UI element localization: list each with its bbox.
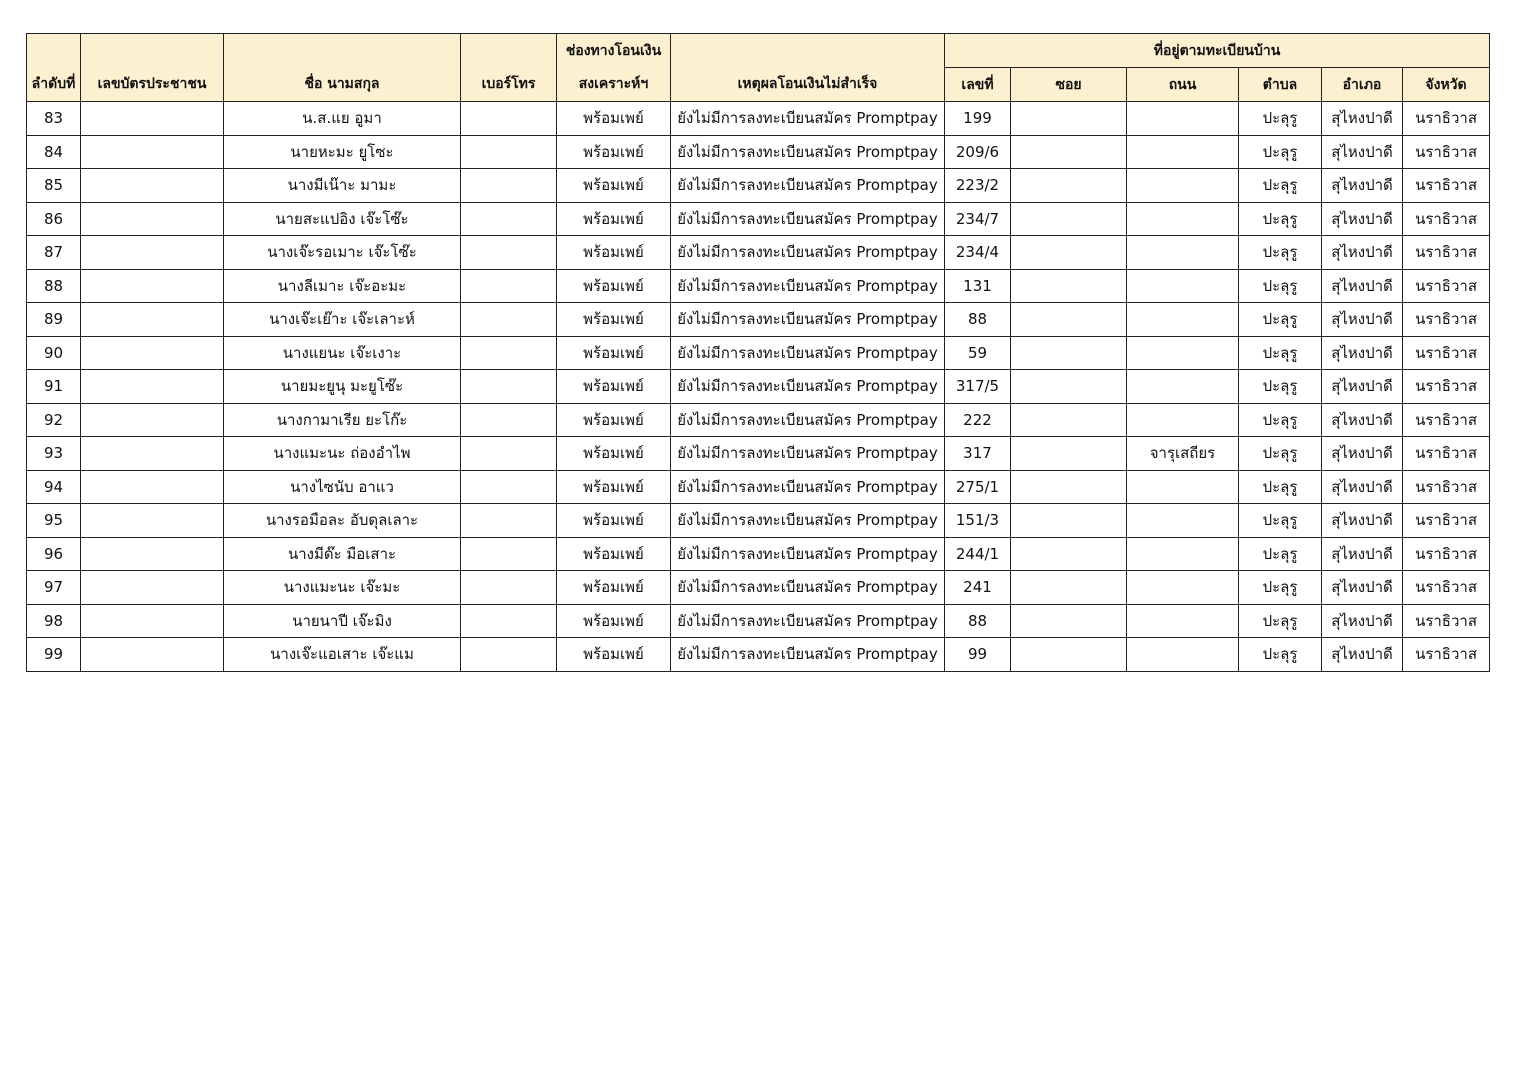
cell-name: นางมีด๊ะ มือเสาะ xyxy=(224,537,461,571)
cell-soi xyxy=(1011,403,1127,437)
cell-seq: 84 xyxy=(27,135,81,169)
cell-district: สุไหงปาดี xyxy=(1322,370,1403,404)
cell-subdistrict: ปะลุรู xyxy=(1239,537,1322,571)
header-channel-line2: สงเคราะห์ฯ xyxy=(578,75,649,92)
cell-channel: พร้อมเพย์ xyxy=(557,638,671,672)
table-row xyxy=(27,102,1490,136)
cell-soi xyxy=(1011,202,1127,236)
table-row xyxy=(27,638,1490,672)
cell-road xyxy=(1127,303,1239,337)
header-channel xyxy=(557,34,671,102)
cell-district: สุไหงปาดี xyxy=(1322,604,1403,638)
cell-reason: ยังไม่มีการลงทะเบียนสมัคร Promptpay xyxy=(671,403,945,437)
cell-phone xyxy=(461,303,557,337)
cell-district: สุไหงปาดี xyxy=(1322,470,1403,504)
cell-citizen-id xyxy=(81,336,224,370)
cell-name: น.ส.แย อูมา xyxy=(224,102,461,136)
cell-reason: ยังไม่มีการลงทะเบียนสมัคร Promptpay xyxy=(671,236,945,270)
cell-soi xyxy=(1011,102,1127,136)
cell-seq: 98 xyxy=(27,604,81,638)
cell-subdistrict: ปะลุรู xyxy=(1239,336,1322,370)
cell-subdistrict: ปะลุรู xyxy=(1239,638,1322,672)
cell-road xyxy=(1127,537,1239,571)
cell-name: นางเจ๊ะเย๊าะ เจ๊ะเลาะห์ xyxy=(224,303,461,337)
cell-name: นายนาปี เจ๊ะมิง xyxy=(224,604,461,638)
cell-soi xyxy=(1011,336,1127,370)
cell-channel: พร้อมเพย์ xyxy=(557,437,671,471)
cell-district: สุไหงปาดี xyxy=(1322,169,1403,203)
cell-phone xyxy=(461,102,557,136)
cell-reason: ยังไม่มีการลงทะเบียนสมัคร Promptpay xyxy=(671,269,945,303)
cell-soi xyxy=(1011,437,1127,471)
cell-channel: พร้อมเพย์ xyxy=(557,470,671,504)
cell-province: นราธิวาส xyxy=(1403,169,1490,203)
cell-name: นายมะยูนุ มะยูโซ๊ะ xyxy=(224,370,461,404)
header-road: ถนน xyxy=(1127,68,1239,102)
header-province: จังหวัด xyxy=(1403,68,1490,102)
cell-phone xyxy=(461,470,557,504)
cell-house-no: 88 xyxy=(945,303,1011,337)
cell-name: นางลีเมาะ เจ๊ะอะมะ xyxy=(224,269,461,303)
cell-reason: ยังไม่มีการลงทะเบียนสมัคร Promptpay xyxy=(671,169,945,203)
cell-subdistrict: ปะลุรู xyxy=(1239,437,1322,471)
cell-subdistrict: ปะลุรู xyxy=(1239,169,1322,203)
cell-subdistrict: ปะลุรู xyxy=(1239,504,1322,538)
cell-citizen-id xyxy=(81,437,224,471)
cell-house-no: 131 xyxy=(945,269,1011,303)
cell-subdistrict: ปะลุรู xyxy=(1239,269,1322,303)
cell-subdistrict: ปะลุรู xyxy=(1239,102,1322,136)
cell-province: นราธิวาส xyxy=(1403,638,1490,672)
cell-district: สุไหงปาดี xyxy=(1322,571,1403,605)
cell-reason: ยังไม่มีการลงทะเบียนสมัคร Promptpay xyxy=(671,202,945,236)
cell-road xyxy=(1127,604,1239,638)
cell-soi xyxy=(1011,370,1127,404)
table-row xyxy=(27,571,1490,605)
header-name-label: ชื่อ นามสกุล xyxy=(304,75,380,92)
header-district: อำเภอ xyxy=(1322,68,1403,102)
cell-district: สุไหงปาดี xyxy=(1322,336,1403,370)
header-row-top xyxy=(27,34,1490,68)
table-row xyxy=(27,169,1490,203)
cell-house-no: 59 xyxy=(945,336,1011,370)
cell-name: นางแยนะ เจ๊ะเงาะ xyxy=(224,336,461,370)
cell-name: นายหะมะ ยูโซะ xyxy=(224,135,461,169)
cell-house-no: 222 xyxy=(945,403,1011,437)
table-row xyxy=(27,135,1490,169)
cell-channel: พร้อมเพย์ xyxy=(557,604,671,638)
cell-road xyxy=(1127,370,1239,404)
cell-province: นราธิวาส xyxy=(1403,537,1490,571)
cell-seq: 92 xyxy=(27,403,81,437)
cell-seq: 99 xyxy=(27,638,81,672)
cell-province: นราธิวาส xyxy=(1403,437,1490,471)
cell-channel: พร้อมเพย์ xyxy=(557,336,671,370)
cell-district: สุไหงปาดี xyxy=(1322,269,1403,303)
cell-citizen-id xyxy=(81,504,224,538)
cell-house-no: 234/7 xyxy=(945,202,1011,236)
cell-district: สุไหงปาดี xyxy=(1322,537,1403,571)
cell-district: สุไหงปาดี xyxy=(1322,135,1403,169)
cell-subdistrict: ปะลุรู xyxy=(1239,571,1322,605)
cell-channel: พร้อมเพย์ xyxy=(557,571,671,605)
cell-phone xyxy=(461,638,557,672)
cell-province: นราธิวาส xyxy=(1403,102,1490,136)
cell-province: นราธิวาส xyxy=(1403,336,1490,370)
cell-soi xyxy=(1011,638,1127,672)
cell-seq: 97 xyxy=(27,571,81,605)
cell-subdistrict: ปะลุรู xyxy=(1239,303,1322,337)
cell-seq: 87 xyxy=(27,236,81,270)
table-row xyxy=(27,504,1490,538)
cell-road xyxy=(1127,135,1239,169)
cell-citizen-id xyxy=(81,403,224,437)
cell-house-no: 88 xyxy=(945,604,1011,638)
cell-phone xyxy=(461,269,557,303)
cell-province: นราธิวาส xyxy=(1403,504,1490,538)
cell-reason: ยังไม่มีการลงทะเบียนสมัคร Promptpay xyxy=(671,504,945,538)
cell-house-no: 317/5 xyxy=(945,370,1011,404)
cell-house-no: 317 xyxy=(945,437,1011,471)
cell-seq: 86 xyxy=(27,202,81,236)
cell-house-no: 199 xyxy=(945,102,1011,136)
cell-reason: ยังไม่มีการลงทะเบียนสมัคร Promptpay xyxy=(671,336,945,370)
cell-province: นราธิวาส xyxy=(1403,135,1490,169)
cell-district: สุไหงปาดี xyxy=(1322,303,1403,337)
cell-district: สุไหงปาดี xyxy=(1322,437,1403,471)
cell-name: นางเจ๊ะแอเสาะ เจ๊ะแม xyxy=(224,638,461,672)
cell-road xyxy=(1127,504,1239,538)
header-house-no: เลขที่ xyxy=(945,68,1011,102)
cell-channel: พร้อมเพย์ xyxy=(557,537,671,571)
cell-subdistrict: ปะลุรู xyxy=(1239,202,1322,236)
cell-district: สุไหงปาดี xyxy=(1322,202,1403,236)
cell-seq: 85 xyxy=(27,169,81,203)
cell-citizen-id xyxy=(81,202,224,236)
cell-citizen-id xyxy=(81,169,224,203)
cell-name: นางกามาเรีย ยะโก๊ะ xyxy=(224,403,461,437)
cell-reason: ยังไม่มีการลงทะเบียนสมัคร Promptpay xyxy=(671,437,945,471)
cell-seq: 83 xyxy=(27,102,81,136)
table-row xyxy=(27,202,1490,236)
cell-phone xyxy=(461,336,557,370)
cell-citizen-id xyxy=(81,571,224,605)
cell-name: นางไซนับ อาแว xyxy=(224,470,461,504)
cell-seq: 94 xyxy=(27,470,81,504)
cell-soi xyxy=(1011,571,1127,605)
cell-house-no: 244/1 xyxy=(945,537,1011,571)
cell-phone xyxy=(461,604,557,638)
cell-road xyxy=(1127,102,1239,136)
cell-district: สุไหงปาดี xyxy=(1322,403,1403,437)
table-header xyxy=(27,34,1490,102)
table-body xyxy=(27,102,1490,672)
cell-channel: พร้อมเพย์ xyxy=(557,303,671,337)
header-soi: ซอย xyxy=(1011,68,1127,102)
header-reason xyxy=(671,34,945,102)
cell-soi xyxy=(1011,269,1127,303)
cell-district: สุไหงปาดี xyxy=(1322,102,1403,136)
header-seq-label: ลำดับที่ xyxy=(31,75,76,92)
cell-district: สุไหงปาดี xyxy=(1322,504,1403,538)
cell-phone xyxy=(461,537,557,571)
cell-channel: พร้อมเพย์ xyxy=(557,102,671,136)
cell-province: นราธิวาส xyxy=(1403,470,1490,504)
header-channel-line1: ช่องทางโอนเงิน xyxy=(565,42,662,59)
cell-channel: พร้อมเพย์ xyxy=(557,202,671,236)
cell-seq: 91 xyxy=(27,370,81,404)
cell-phone xyxy=(461,202,557,236)
cell-road xyxy=(1127,470,1239,504)
cell-soi xyxy=(1011,537,1127,571)
cell-province: นราธิวาส xyxy=(1403,403,1490,437)
cell-house-no: 99 xyxy=(945,638,1011,672)
cell-subdistrict: ปะลุรู xyxy=(1239,470,1322,504)
cell-phone xyxy=(461,403,557,437)
cell-citizen-id xyxy=(81,269,224,303)
cell-road xyxy=(1127,236,1239,270)
cell-reason: ยังไม่มีการลงทะเบียนสมัคร Promptpay xyxy=(671,604,945,638)
cell-province: นราธิวาส xyxy=(1403,571,1490,605)
cell-province: นราธิวาส xyxy=(1403,604,1490,638)
cell-province: นราธิวาส xyxy=(1403,370,1490,404)
cell-channel: พร้อมเพย์ xyxy=(557,504,671,538)
cell-phone xyxy=(461,504,557,538)
cell-soi xyxy=(1011,135,1127,169)
cell-seq: 89 xyxy=(27,303,81,337)
cell-phone xyxy=(461,437,557,471)
cell-soi xyxy=(1011,169,1127,203)
cell-name: นายสะแปอิง เจ๊ะโซ๊ะ xyxy=(224,202,461,236)
cell-reason: ยังไม่มีการลงทะเบียนสมัคร Promptpay xyxy=(671,102,945,136)
cell-reason: ยังไม่มีการลงทะเบียนสมัคร Promptpay xyxy=(671,638,945,672)
cell-reason: ยังไม่มีการลงทะเบียนสมัคร Promptpay xyxy=(671,470,945,504)
cell-seq: 96 xyxy=(27,537,81,571)
cell-citizen-id xyxy=(81,604,224,638)
failed-transfer-table xyxy=(26,33,1490,672)
cell-road: จารุเสถียร xyxy=(1127,437,1239,471)
cell-house-no: 234/4 xyxy=(945,236,1011,270)
document-sheet xyxy=(26,33,1489,672)
cell-reason: ยังไม่มีการลงทะเบียนสมัคร Promptpay xyxy=(671,370,945,404)
cell-road xyxy=(1127,638,1239,672)
cell-name: นางแมะนะ ถ่องอำไพ xyxy=(224,437,461,471)
cell-seq: 90 xyxy=(27,336,81,370)
cell-road xyxy=(1127,169,1239,203)
cell-seq: 93 xyxy=(27,437,81,471)
cell-soi xyxy=(1011,604,1127,638)
header-citizen-id xyxy=(81,34,224,102)
cell-reason: ยังไม่มีการลงทะเบียนสมัคร Promptpay xyxy=(671,135,945,169)
cell-road xyxy=(1127,269,1239,303)
cell-house-no: 151/3 xyxy=(945,504,1011,538)
cell-soi xyxy=(1011,236,1127,270)
cell-channel: พร้อมเพย์ xyxy=(557,169,671,203)
cell-phone xyxy=(461,236,557,270)
cell-seq: 88 xyxy=(27,269,81,303)
table-row xyxy=(27,303,1490,337)
table-row xyxy=(27,336,1490,370)
cell-phone xyxy=(461,571,557,605)
cell-province: นราธิวาส xyxy=(1403,269,1490,303)
cell-subdistrict: ปะลุรู xyxy=(1239,236,1322,270)
header-phone xyxy=(461,34,557,102)
cell-subdistrict: ปะลุรู xyxy=(1239,135,1322,169)
header-phone-label: เบอร์โทร xyxy=(481,75,536,92)
cell-road xyxy=(1127,571,1239,605)
cell-road xyxy=(1127,403,1239,437)
cell-house-no: 209/6 xyxy=(945,135,1011,169)
table-row xyxy=(27,537,1490,571)
cell-district: สุไหงปาดี xyxy=(1322,236,1403,270)
cell-name: นางรอมือละ อับดุลเลาะ xyxy=(224,504,461,538)
cell-soi xyxy=(1011,504,1127,538)
cell-province: นราธิวาส xyxy=(1403,303,1490,337)
cell-road xyxy=(1127,336,1239,370)
cell-reason: ยังไม่มีการลงทะเบียนสมัคร Promptpay xyxy=(671,571,945,605)
cell-name: นางแมะนะ เจ๊ะมะ xyxy=(224,571,461,605)
cell-citizen-id xyxy=(81,638,224,672)
header-subdistrict: ตำบล xyxy=(1239,68,1322,102)
cell-citizen-id xyxy=(81,470,224,504)
cell-citizen-id xyxy=(81,135,224,169)
cell-road xyxy=(1127,202,1239,236)
table-row xyxy=(27,470,1490,504)
cell-district: สุไหงปาดี xyxy=(1322,638,1403,672)
cell-citizen-id xyxy=(81,303,224,337)
cell-citizen-id xyxy=(81,537,224,571)
header-citizen-id-label: เลขบัตรประชาชน xyxy=(97,75,207,92)
cell-channel: พร้อมเพย์ xyxy=(557,236,671,270)
cell-subdistrict: ปะลุรู xyxy=(1239,370,1322,404)
table-row xyxy=(27,403,1490,437)
cell-citizen-id xyxy=(81,102,224,136)
cell-name: นางเจ๊ะรอเมาะ เจ๊ะโซ๊ะ xyxy=(224,236,461,270)
cell-citizen-id xyxy=(81,236,224,270)
cell-subdistrict: ปะลุรู xyxy=(1239,604,1322,638)
cell-channel: พร้อมเพย์ xyxy=(557,403,671,437)
cell-phone xyxy=(461,169,557,203)
cell-citizen-id xyxy=(81,370,224,404)
cell-subdistrict: ปะลุรู xyxy=(1239,403,1322,437)
cell-house-no: 223/2 xyxy=(945,169,1011,203)
cell-province: นราธิวาส xyxy=(1403,202,1490,236)
table-row xyxy=(27,236,1490,270)
cell-house-no: 275/1 xyxy=(945,470,1011,504)
cell-house-no: 241 xyxy=(945,571,1011,605)
cell-reason: ยังไม่มีการลงทะเบียนสมัคร Promptpay xyxy=(671,303,945,337)
cell-phone xyxy=(461,370,557,404)
cell-name: นางมีเน๊าะ มามะ xyxy=(224,169,461,203)
cell-channel: พร้อมเพย์ xyxy=(557,269,671,303)
cell-reason: ยังไม่มีการลงทะเบียนสมัคร Promptpay xyxy=(671,537,945,571)
table-row xyxy=(27,437,1490,471)
table-row xyxy=(27,604,1490,638)
cell-phone xyxy=(461,135,557,169)
cell-soi xyxy=(1011,303,1127,337)
header-reason-label: เหตุผลโอนเงินไม่สำเร็จ xyxy=(737,75,878,92)
cell-channel: พร้อมเพย์ xyxy=(557,135,671,169)
table-row xyxy=(27,269,1490,303)
header-address-group: ที่อยู่ตามทะเบียนบ้าน xyxy=(945,34,1490,68)
header-name xyxy=(224,34,461,102)
cell-seq: 95 xyxy=(27,504,81,538)
cell-province: นราธิวาส xyxy=(1403,236,1490,270)
cell-soi xyxy=(1011,470,1127,504)
table-row xyxy=(27,370,1490,404)
cell-channel: พร้อมเพย์ xyxy=(557,370,671,404)
header-seq xyxy=(27,34,81,102)
